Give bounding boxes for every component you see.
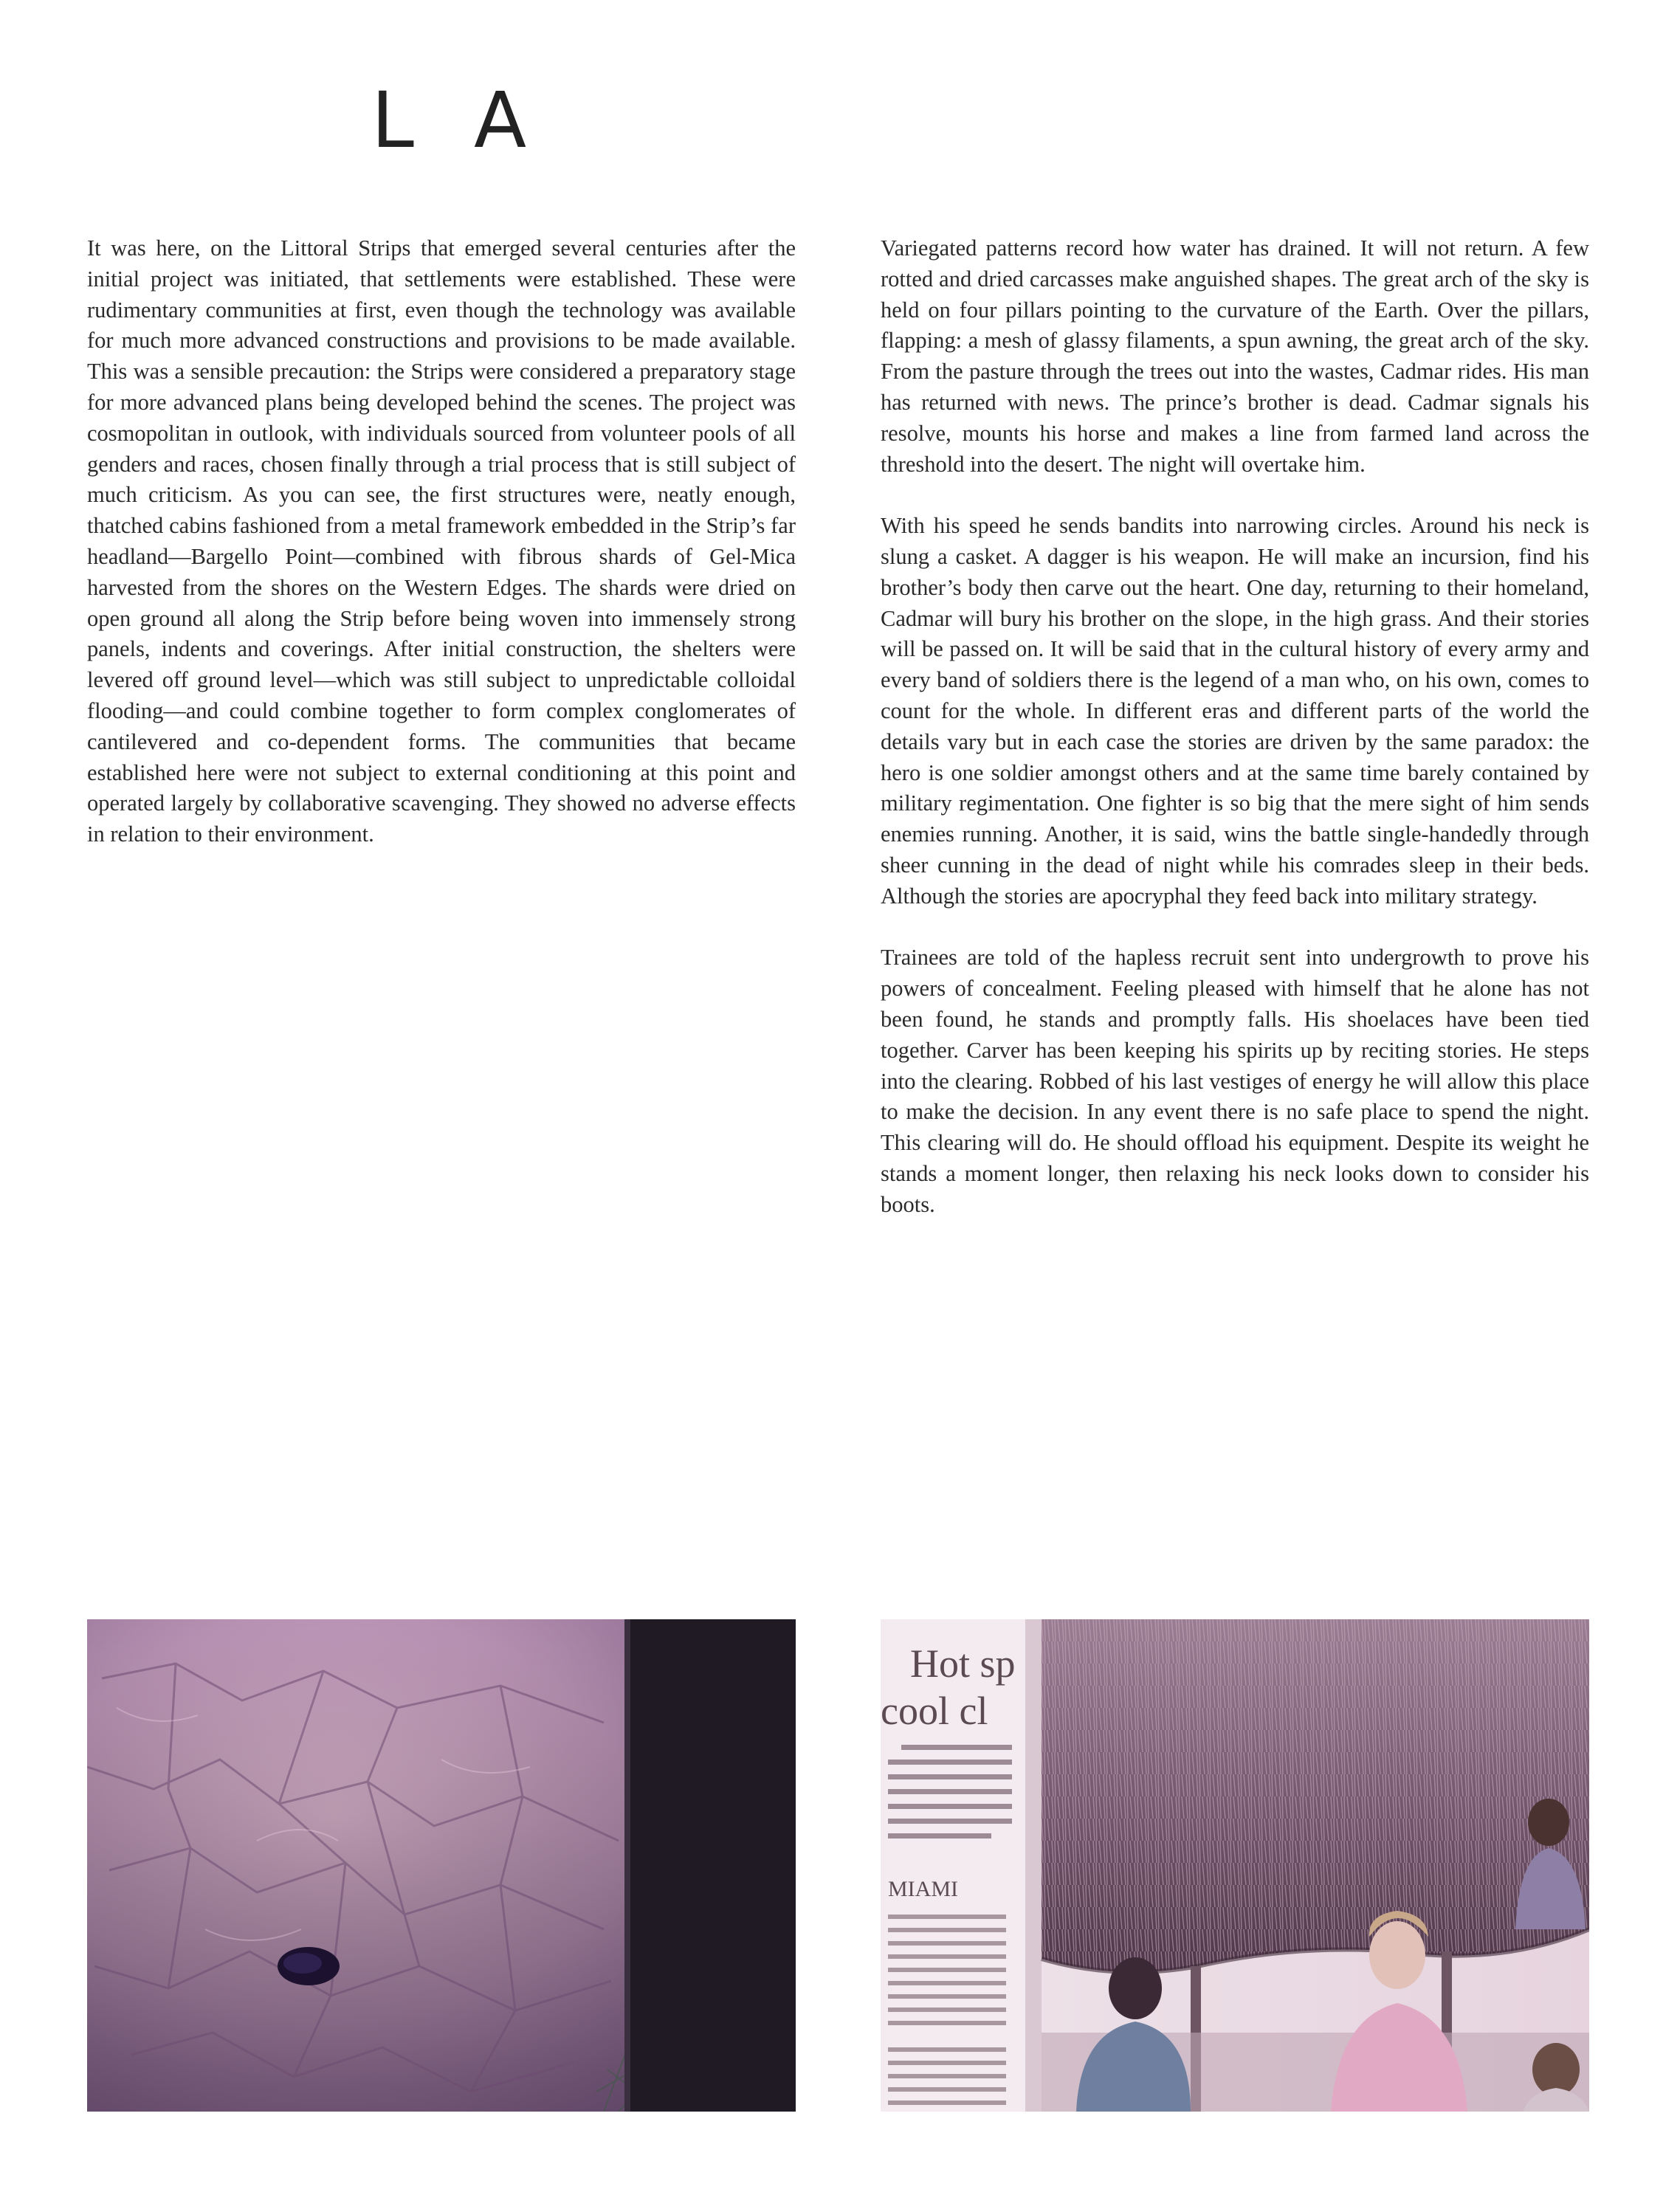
right-text-column [881,233,1589,1251]
magazine-headline-2: cool cl [881,1689,988,1733]
magazine-headline-1: Hot sp [910,1641,1016,1686]
left-text-column [87,233,796,881]
thatched-hut-image [881,1619,1589,2112]
left-paragraph-1: It was here, on the Littoral Strips that emerged several centuries after the initial project was initiated, that settlements were established. These were rudimentary communities at first, even though the technology was available for much more advanced constructions and provisions to be made available. This was a sensible precaution: the Strips were considered a preparatory stage for more advanced plans being developed behind the scenes. The project was cosmopolitan in outlook, with individuals sourced from volunteer pools of all genders and races, chosen finally through a trial process that is still subject of much criticism. As you can see, the first structures were, neatly enough, thatched cabins fashioned from a metal framework embedded in the Strip’s far headland—Bargello Point—combined with fibrous shards of Gel-Mica harvested from the shores on the Western Edges. The shards were dried on open ground all along the Strip before being woven into immensely strong panels, indents and coverings. After initial construction, the shelters were levered off ground level—which was still subject to unpredictable colloidal flooding—and could combine together to form complex conglomerates of cantilevered and co-dependent forms. The communities that became established here were not subject to external conditioning at this point and operated largely by collaborative scavenging. They showed no adverse effects in relation to their environment. [87,235,796,847]
right-paragraph-1: Variegated patterns record how water has drained. It will not return. A few rotted and dried carcasses make anguished shapes. The great arch of the sky is held on four pillars pointing to the curvature of the Earth. Over the pillars, flapping: a mesh of glassy filaments, a spun awning, the great arch of the sky. From the pasture through the trees out into the wastes, Cadmar rides. His man has returned with news. The prince’s brother is dead. Cadmar signals his resolve, mounts his horse and makes a line from farmed land across the threshold into the desert. The night will overtake him. [881,235,1589,477]
cracked-earth-image [87,1619,796,2112]
cracked-earth-photo [87,1619,796,2112]
right-paragraph-3: Trainees are told of the hapless recruit sent into undergrowth to prove his powers of concealment. Feeling pleased with himself that he alone has not been found, he stands and promptly falls. His shoelaces have been tied together. Carver has been keeping his spirits up by reciting stories. He steps into the clearing. Robbed of his last vestiges of energy he will allow this place to make the decision. In any event there is no safe place to spend the night. This clearing will do. He should offload his equipment. Despite its weight he stands a moment longer, then relaxing his neck looks down to consider his boots. [881,945,1589,1217]
thatched-hut-photo [881,1619,1589,2112]
magazine-subhead: MIAMI [888,1877,958,1901]
page-title: L A [371,75,545,165]
right-paragraph-2: With his speed he sends bandits into narrowing circles. Around his neck is slung a casket. A dagger is his weapon. He will make an incursion, find his brother’s body then carve out the heart. One day, returning to their homeland, Cadmar will bury his brother on the slope, in the high grass. And their stories will be passed on. It will be said that in the cultural history of every army and every band of soldiers there is the legend of a man who, on his own, comes to count for the whole. In different eras and different parts of the world the details vary but in each case the stories are driven by the same paradox: the hero is one soldier amongst others and at the same time barely contained by military regimentation. One fighter is so big that the mere sight of him sends enemies running. Another, it is said, wins the battle single-handedly through sheer cunning in the dead of night while his comrades sleep in their beds. Although the stories are apocryphal they feed back into military strategy. [881,513,1589,909]
